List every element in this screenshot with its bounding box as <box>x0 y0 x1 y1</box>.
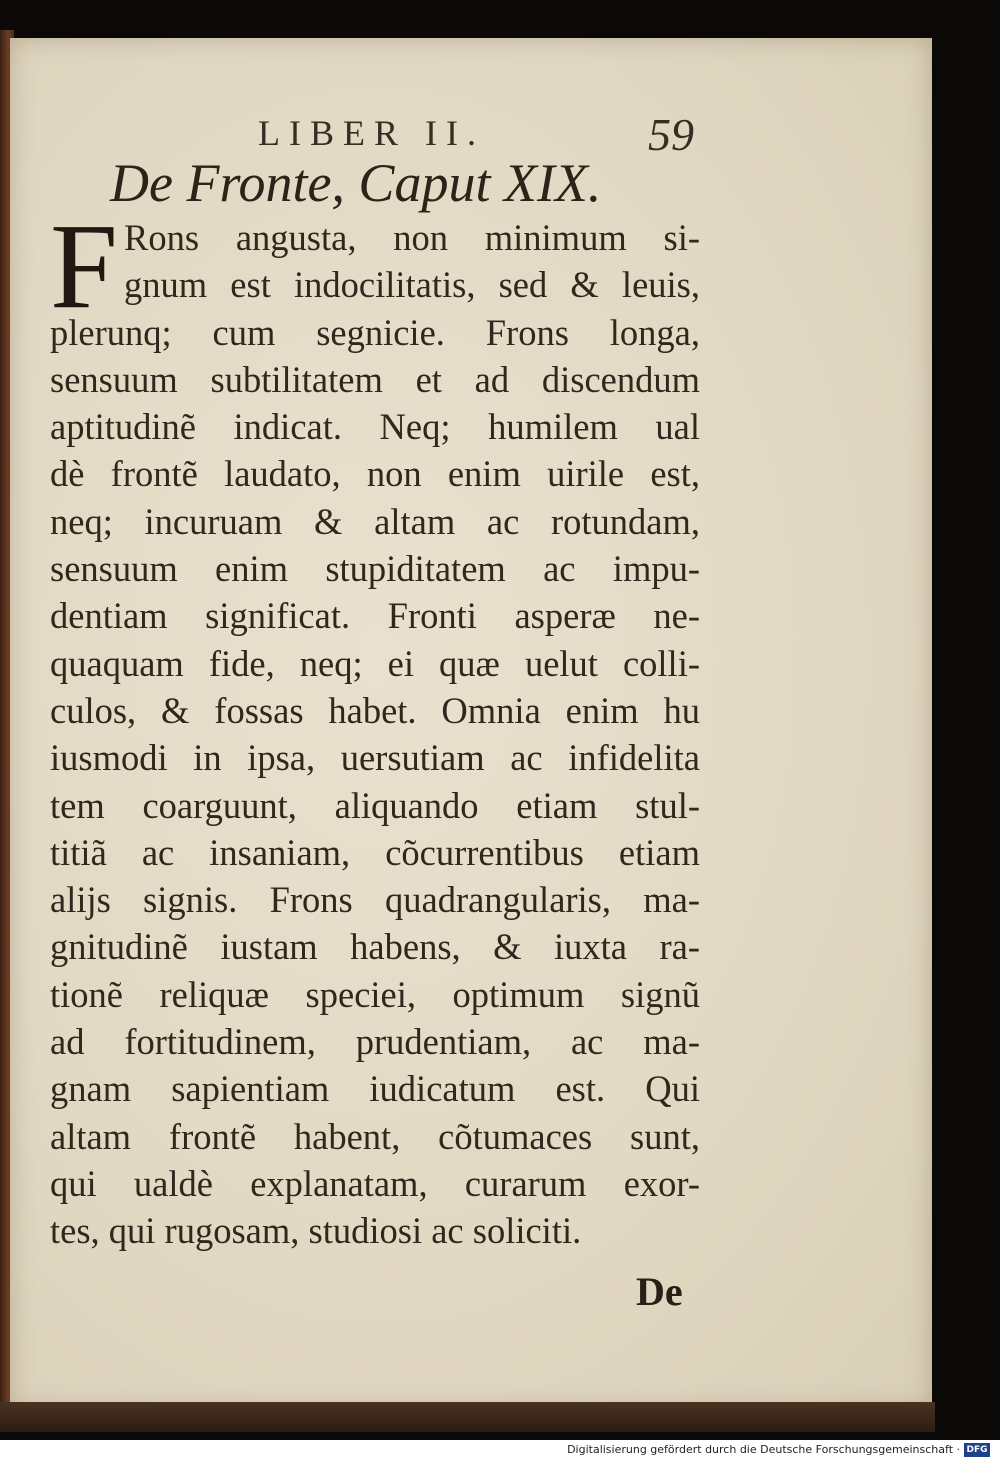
text-line: plerunq; cum segnicie. Frons longa, <box>50 311 700 353</box>
running-head: LIBER II. <box>258 113 485 153</box>
text-line: gnum est indocilitatis, sed & leuis, <box>124 264 700 306</box>
text-line: gnitudinẽ iustam habens, & iuxta ra- <box>50 926 700 968</box>
text-line: neq; incuruam & altam ac rotundam, <box>50 500 700 542</box>
text-line: sensuum enim stupiditatem ac impu- <box>50 548 700 590</box>
text-line: Rons angusta, non minimum si- <box>124 217 700 258</box>
text-line: qui ualdè explanatam, curarum exor- <box>50 1162 700 1204</box>
text-line: dè frontẽ laudato, non enim uirile est, <box>50 453 700 495</box>
text-line: alijs signis. Frons quadrangularis, ma- <box>50 879 700 921</box>
text-line: altam frontẽ habent, cõtumaces sunt, <box>50 1115 700 1157</box>
body-text <box>50 214 700 1255</box>
page-bottom-edge <box>0 1402 935 1432</box>
text-line: tionẽ reliquæ speciei, optimum signũ <box>50 973 700 1015</box>
text-line: ad fortitudinem, prudentiam, ac ma- <box>50 1021 700 1063</box>
chapter-title: De Fronte, Caput XIX. <box>110 153 602 213</box>
text-line: sensuum subtilitatem et ad discendum <box>50 358 700 400</box>
text-line: culos, & fossas habet. Omnia enim hu <box>50 689 700 731</box>
text-line: tes, qui rugosam, studiosi ac soliciti. <box>50 1210 582 1252</box>
text-line: aptitudinẽ indicat. Neq; humilem ual <box>50 406 700 448</box>
text-line: gnam sapientiam iudicatum est. Qui <box>50 1068 700 1110</box>
page-number: 59 <box>648 109 694 160</box>
text-line: titiã ac insaniam, cõcurrentibus etiam <box>50 831 700 873</box>
text-line: quaquam fide, neq; ei quæ uelut colli- <box>50 642 700 684</box>
drop-cap: F <box>50 199 118 334</box>
text-line: dentiam significat. Fronti asperæ ne- <box>50 595 700 637</box>
dfg-logo: DFG <box>964 1443 990 1457</box>
footer-credit: Digitalisierung gefördert durch die Deutsche Forschungsgemeinschaft · <box>567 1443 960 1456</box>
text-line: tem coarguunt, aliquando etiam stul- <box>50 784 700 826</box>
text-line: iusmodi in ipsa, uersutiam ac infidelita <box>50 737 700 779</box>
catchword: De <box>636 1269 683 1314</box>
